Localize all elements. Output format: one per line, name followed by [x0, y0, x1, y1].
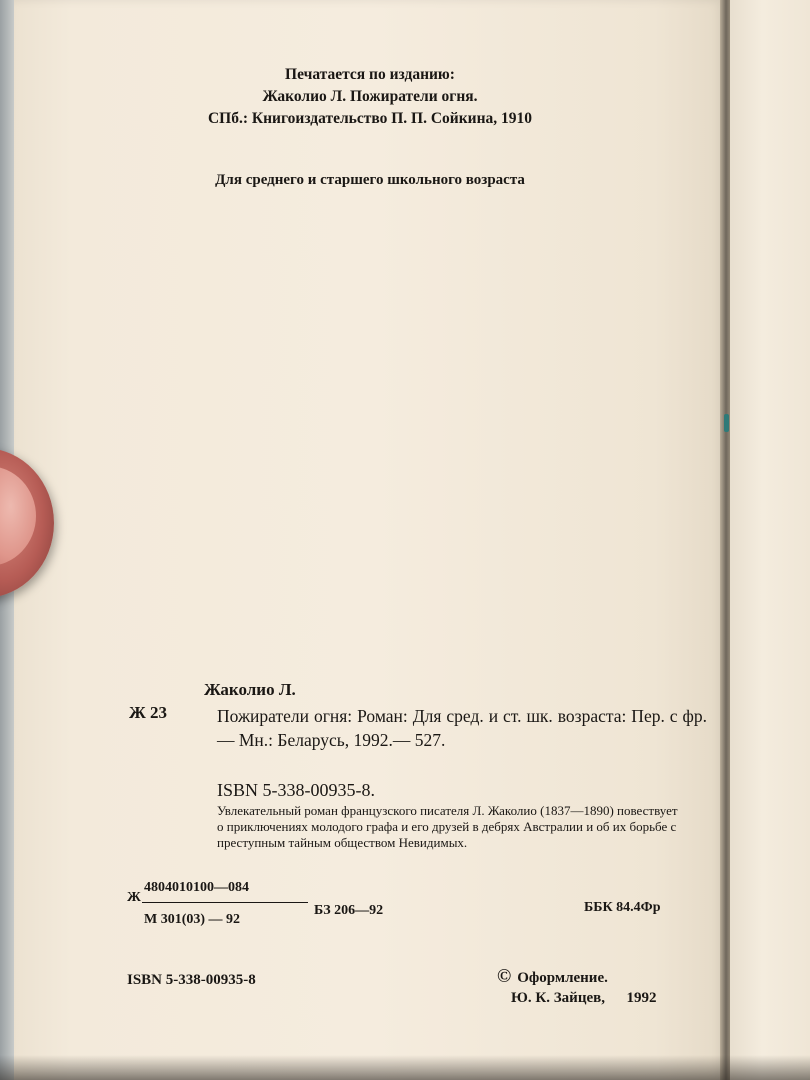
catalog-description: Пожиратели огня: Роман: Для сред. и ст. шк. возраста: Пер. с фр.— Мн.: Беларусь, 1992.— 527.	[217, 706, 707, 750]
catalog-isbn: ISBN 5-338-00935-8.	[217, 780, 375, 800]
copyright-year: 1992	[626, 990, 657, 1006]
catalog-code: Ж 23	[129, 703, 168, 722]
source-edition-line-2: Жаколио Л. Пожиратели огня.	[262, 88, 478, 105]
catalog-annotation: Увлекательный роман французского писателя Л. Жаколио (1837—1890) повествует о приключениях молодого графа и его друзей в дебрях Австралии и об их борьбе с преступным тайным обществом Невидимых.	[217, 803, 678, 850]
opposite-page-edge	[730, 0, 810, 1080]
index-letter: Ж	[127, 890, 141, 905]
bottom-shadow	[0, 1055, 810, 1080]
index-numerator: 4804010100—084	[144, 880, 249, 895]
index-denominator: М 301(03) — 92	[144, 912, 241, 927]
audience-note: Для среднего и старшего школьного возраста	[215, 172, 525, 188]
source-edition-line-3: СПб.: Книгоиздательство П. П. Сойкина, 1910	[207, 110, 533, 127]
source-edition-info	[14, 64, 726, 130]
index-fraction-line	[142, 902, 308, 903]
copyright-block	[497, 967, 656, 1008]
binding-thread-mark	[724, 414, 729, 432]
designer-name: Ю. К. Зайцев,	[511, 990, 605, 1006]
book-page	[14, 0, 726, 1080]
footer-isbn: ISBN 5-338-00935-8	[127, 972, 256, 988]
index-bz: БЗ 206—92	[314, 903, 384, 918]
copyright-icon: ©	[497, 966, 512, 987]
bbk-code: ББК 84.4Фр	[584, 900, 661, 915]
design-label: Оформление.	[517, 970, 608, 986]
source-edition-line-1: Печатается по изданию:	[285, 66, 455, 83]
catalog-author: Жаколио Л.	[204, 680, 296, 699]
